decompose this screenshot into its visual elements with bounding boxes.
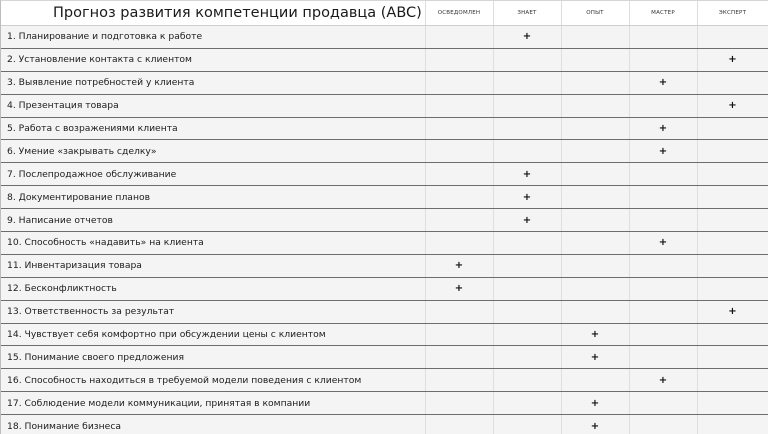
table-row [1,254,768,277]
level-cell [697,323,768,346]
level-header-expert: ЭКСПЕРТ [697,1,768,26]
level-mark: + [561,323,629,346]
level-cell [697,254,768,277]
level-cell [425,186,493,209]
table-row [1,209,768,232]
competency-label: 18. Понимание бизнеса [1,415,425,434]
level-cell [493,392,561,415]
level-mark: + [493,186,561,209]
table-row [1,300,768,323]
level-cell [629,323,697,346]
level-cell [629,94,697,117]
competency-label: 15. Понимание своего предложения [1,346,425,369]
level-mark: + [561,392,629,415]
level-mark: + [561,415,629,434]
level-cell [425,232,493,255]
competency-label: 1. Планирование и подготовка к работе [1,26,425,49]
competency-label: 9. Написание отчетов [1,209,425,232]
competency-label: 12. Бесконфликтность [1,277,425,300]
table-row [1,140,768,163]
header-row [1,1,768,26]
level-cell [425,209,493,232]
level-mark: + [493,163,561,186]
competency-label: 16. Способность находиться в требуемой модели поведения с клиентом [1,369,425,392]
level-cell [493,232,561,255]
level-cell [629,277,697,300]
competency-rows [1,26,768,434]
table-row [1,71,768,94]
table-row [1,415,768,434]
level-cell [697,415,768,434]
level-cell [629,346,697,369]
level-cell [697,277,768,300]
level-cell [561,300,629,323]
level-cell [493,71,561,94]
level-cell [561,232,629,255]
level-cell [425,48,493,71]
level-cell [629,26,697,49]
competency-label: 7. Послепродажное обслуживание [1,163,425,186]
table-row [1,232,768,255]
level-header-master: МАСТЕР [629,1,697,26]
level-cell [493,369,561,392]
level-mark: + [697,300,768,323]
level-cell [629,209,697,232]
level-mark: + [493,209,561,232]
level-cell [493,117,561,140]
level-cell [425,94,493,117]
level-cell [629,415,697,434]
table-row [1,277,768,300]
competency-label: 14. Чувствует себя комфортно при обсуждении цены с клиентом [1,323,425,346]
competency-label: 3. Выявление потребностей у клиента [1,71,425,94]
level-mark: + [697,48,768,71]
level-cell [629,254,697,277]
level-cell [697,71,768,94]
level-mark: + [629,71,697,94]
level-cell [561,48,629,71]
level-cell [629,163,697,186]
level-cell [425,300,493,323]
level-cell [629,48,697,71]
level-cell [425,415,493,434]
level-cell [493,277,561,300]
level-cell [561,369,629,392]
level-header-knows: ЗНАЕТ [493,1,561,26]
level-cell [697,369,768,392]
level-cell [561,163,629,186]
table-row [1,323,768,346]
table-row [1,369,768,392]
level-cell [425,26,493,49]
table-row [1,186,768,209]
level-cell [561,254,629,277]
table-row [1,94,768,117]
level-cell [493,300,561,323]
competency-label: 4. Презентация товара [1,94,425,117]
table-row [1,48,768,71]
level-cell [629,300,697,323]
page-title: Прогноз развития компетенции продавца (ABC) [1,1,425,26]
level-mark: + [561,346,629,369]
level-cell [561,277,629,300]
level-cell [425,140,493,163]
competency-label: 10. Способность «надавить» на клиента [1,232,425,255]
level-mark: + [629,232,697,255]
table-row [1,26,768,49]
level-mark: + [425,277,493,300]
level-cell [697,232,768,255]
level-cell [425,163,493,186]
level-cell [561,94,629,117]
level-cell [697,392,768,415]
table-row [1,392,768,415]
level-cell [561,26,629,49]
level-mark: + [493,26,561,49]
competency-label: 2. Установление контакта с клиентом [1,48,425,71]
level-cell [493,48,561,71]
level-cell [561,117,629,140]
level-cell [425,71,493,94]
level-cell [493,140,561,163]
level-cell [561,71,629,94]
level-cell [493,323,561,346]
level-cell [493,346,561,369]
table-row [1,117,768,140]
level-cell [561,140,629,163]
level-cell [425,117,493,140]
level-header-experience: ОПЫТ [561,1,629,26]
competency-label: 17. Соблюдение модели коммуникации, принятая в компании [1,392,425,415]
level-cell [697,209,768,232]
level-cell [425,346,493,369]
level-mark: + [629,117,697,140]
competency-table [1,1,768,434]
level-cell [697,117,768,140]
level-mark: + [697,94,768,117]
competency-label: 5. Работа с возражениями клиента [1,117,425,140]
competency-label: 8. Документирование планов [1,186,425,209]
level-cell [629,392,697,415]
level-cell [697,346,768,369]
level-mark: + [629,140,697,163]
competency-label: 11. Инвентаризация товара [1,254,425,277]
level-cell [697,140,768,163]
level-cell [493,254,561,277]
level-header-aware: ОСВЕДОМЛЕН [425,1,493,26]
level-cell [425,369,493,392]
level-mark: + [629,369,697,392]
level-cell [493,415,561,434]
level-cell [561,186,629,209]
level-cell [425,392,493,415]
level-mark: + [425,254,493,277]
table-row [1,346,768,369]
level-cell [697,26,768,49]
competency-label: 13. Ответственность за результат [1,300,425,323]
table-row [1,163,768,186]
level-cell [425,323,493,346]
level-cell [493,94,561,117]
level-cell [561,209,629,232]
competency-label: 6. Умение «закрывать сделку» [1,140,425,163]
level-cell [629,186,697,209]
level-cell [697,186,768,209]
level-cell [697,163,768,186]
